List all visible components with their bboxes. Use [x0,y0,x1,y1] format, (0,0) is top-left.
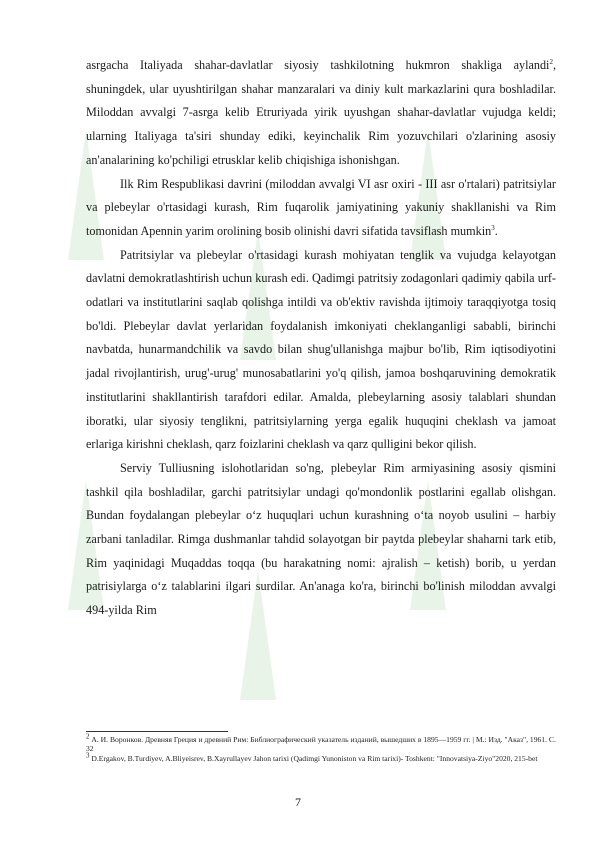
footnote-mark: 3 [86,751,90,760]
paragraph-text: Serviy Tulliusning islohotlaridan so'ng, plebeylar Rim armiyasining asosiy qismini tashkil qila boshladilar, garchi patritsiylar undagi qo'mondonlik postlarini egallab olishgan. Bundan foydalangan plebeylar o‘z huquqlari uchun kurashning o‘ta noyob usulini – harbiy zarbani tanladilar. Rimga dushmanlar tahdid solayotgan bir paytda plebeylar shaharni tark etib, Rim yaqinidagi Muqaddas toqqa (bu harakatning nomi: ajralish – ketish) borib, u yerdan patrisiylarga o‘z talablarini ilgari surdilar. An'anaga ko'ra, birinchi bo'linish miloddan avvalgi 494-yilda Rim [86,460,556,618]
paragraph [86,244,556,457]
paragraph-text: Patritsiylar va plebeylar o'rtasidagi kurash mohiyatan tenglik va vujudga kelayotgan davlatni demokratlashtirish uchun kurash edi. Qadimgi patritsiy zodagonlari qadimiy qabila urf-odatlari va institutlarini saqlab qolishga intildi va ob'ektiv ravishda ijtimoiy taraqqiyotga tosiq bo'ldi. Plebeylar davlat yerlaridan foydalanish imkoniyati cheklanganligi sababli, birinchi navbatda, hunarmandchilik va savdo bilan shug'ullanishga majbur bo'lib, Rim iqtisodiyotini jadal rivojlantirish, urug'-urug' munosabatlarini yo'q qilish, jamoa boshqaruvining demokratik institutlarini shakllantirish tarafdori edilar. Amalda, plebeylarning asosiy talablari shundan iboratki, ular siyosiy tenglikni, patritsiylarning yerga egalik huquqini cheklash va jamoat erlariga kirishni cheklash, qarz foizlarini cheklash va qarz qulligini bekor qilish. [86,247,556,452]
footnote [86,751,556,763]
paragraph-text: Ilk Rim Respublikasi davrini (miloddan avvalgi VI asr oxiri - III asr o'rtalari) patritsiylar va plebeylar o'rtasidagi kurash, Rim fuqarolik jamiyatining yakuniy shakllanishi va Rim tomonidan Apennin yarim orolining bosib olinishi davri sifatida tavsiflash mumkin [86,176,556,238]
paragraph-text: . [494,223,498,238]
paragraph [86,54,556,173]
footnote-mark: 2 [86,732,90,741]
page-number: 7 [295,795,301,809]
footnotes [86,731,556,763]
footnote-divider [86,731,228,732]
footnote-ref[interactable]: 3 [491,223,495,232]
footnote-text: D.Ergakov, B.Turdiyev, A.Bliyeisrev, B.Xayrullayev Jahon tarixi (Qadimgi Yunoniston va Rim tarixi)- Toshkent: "Innovatsiya-Ziyo"2020, 215-bet [91,753,538,763]
paragraph [86,173,556,244]
page-body [86,54,556,623]
footnote [86,732,556,754]
footnote-ref[interactable]: 2 [549,57,553,66]
paragraph [86,457,556,623]
paragraph-text: asrgacha Italiyada shahar-davlatlar siyosiy tashkilotning hukmron shakliga aylandi [86,58,550,72]
footnote-text: А. И. Воронков. Древняя Греция и древний Рим: Библиографический указатель изданий, вышедших в 1895—1959 гг. | М.: Изд. "Аказ", 1961. С. 32 [86,735,556,754]
paragraph-text: , shuningdek, ular uyushtirilgan shahar manzaralari va diniy kult markazlarini qura boshladilar. Miloddan avvalgi 7-asrga kelib Etruriyada yirik uyushgan shahar-davlatlar vujudga keldi; ularning Italiyaga ta'siri shunday ediki, keyinchalik Rim yozuvchilari o'zlarining asosiy an'analarining ko'pchiligi etrusklar kelib chiqishiga ishonishgan. [86,58,556,167]
